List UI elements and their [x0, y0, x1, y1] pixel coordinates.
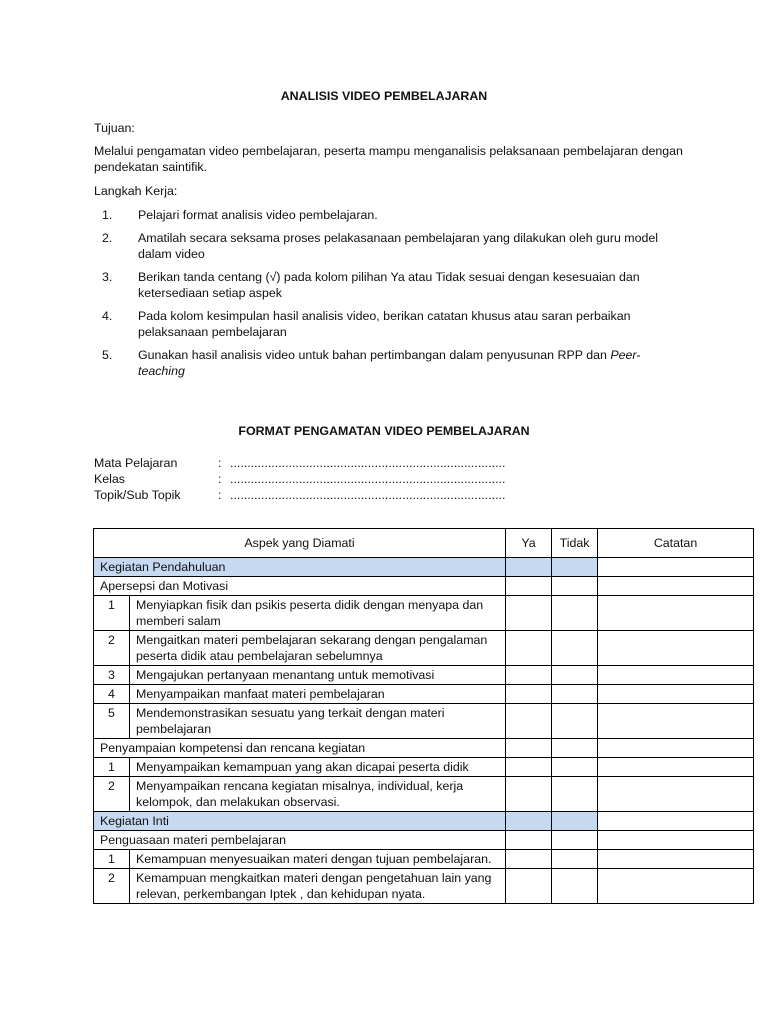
ya-cell[interactable] [506, 831, 552, 850]
row-number: 5 [94, 704, 130, 739]
step-number: 1. [102, 208, 113, 222]
table-row [94, 685, 754, 704]
table-row [94, 596, 754, 631]
step-item [94, 269, 684, 301]
format-title: FORMAT PENGAMATAN VIDEO PEMBELAJARAN [238, 424, 530, 438]
langkah-label: Langkah Kerja: [94, 184, 178, 198]
ya-cell[interactable] [506, 777, 552, 812]
step-text: Berikan tanda centang (√) pada kolom pilihan Ya atau Tidak sesuai dengan kesesuaian dan ketersediaan setiap aspek [138, 270, 640, 300]
catatan-cell[interactable] [598, 739, 754, 758]
table-row [94, 850, 754, 869]
row-number: 4 [94, 685, 130, 704]
row-number: 1 [94, 758, 130, 777]
ya-cell[interactable] [506, 577, 552, 596]
aspect-text: Menyiapkan fisik dan psikis peserta didik dengan menyapa dan memberi salam [130, 596, 506, 631]
header-catatan: Catatan [598, 529, 754, 558]
tidak-cell[interactable] [552, 831, 598, 850]
ya-cell[interactable] [506, 704, 552, 739]
tujuan-text: Melalui pengamatan video pembelajaran, peserta mampu menganalisis pelaksanaan pembelajaran dengan pendekatan saintifik. [94, 144, 683, 174]
table-row [94, 777, 754, 812]
table-row [94, 758, 754, 777]
row-number: 2 [94, 631, 130, 666]
section-label: Kegiatan Inti [94, 812, 506, 831]
catatan-cell[interactable] [598, 704, 754, 739]
catatan-cell [598, 558, 754, 577]
tidak-cell[interactable] [552, 666, 598, 685]
catatan-cell[interactable] [598, 685, 754, 704]
catatan-cell [598, 812, 754, 831]
row-number: 1 [94, 850, 130, 869]
tidak-cell[interactable] [552, 596, 598, 631]
tidak-cell[interactable] [552, 777, 598, 812]
page-title: ANALISIS VIDEO PEMBELAJARAN [280, 89, 488, 103]
step-number: 2. [102, 231, 113, 245]
aspect-text: Menyampaikan kemampuan yang akan dicapai peserta didik [130, 758, 506, 777]
info-separator: : [218, 472, 222, 486]
tidak-cell[interactable] [552, 869, 598, 904]
table-row [94, 704, 754, 739]
header-aspek: Aspek yang Diamati [94, 529, 506, 558]
tidak-cell[interactable] [552, 739, 598, 758]
step-item [94, 207, 684, 223]
aspect-text: Kemampuan mengkaitkan materi dengan pengetahuan lain yang relevan, perkembangan Iptek , dan kehidupan nyata. [130, 869, 506, 904]
ya-cell[interactable] [506, 666, 552, 685]
catatan-cell[interactable] [598, 758, 754, 777]
subsection-label: Penguasaan materi pembelajaran [94, 831, 506, 850]
aspect-text: Menyampaikan rencana kegiatan misalnya, individual, kerja kelompok, dan melakukan observasi. [130, 777, 506, 812]
aspect-text: Kemampuan menyesuaikan materi dengan tujuan pembelajaran. [130, 850, 506, 869]
step-item [94, 308, 684, 340]
aspect-text: Mengaitkan materi pembelajaran sekarang dengan pengalaman peserta didik atau pembelajaran sebelumnya [130, 631, 506, 666]
catatan-cell[interactable] [598, 666, 754, 685]
step-text: Amatilah secara seksama proses pelakasanaan pembelajaran yang dilakukan oleh guru model dalam video [138, 231, 659, 261]
tidak-cell[interactable] [552, 685, 598, 704]
tidak-cell[interactable] [552, 558, 598, 577]
header-ya: Ya [506, 529, 552, 558]
info-row-topik [94, 487, 554, 503]
subsection-label: Apersepsi dan Motivasi [94, 577, 506, 596]
info-block [94, 455, 554, 503]
subsection-row [94, 831, 754, 850]
tujuan-label: Tujuan: [94, 121, 135, 135]
info-separator: : [218, 488, 222, 502]
table-row [94, 631, 754, 666]
subsection-row [94, 577, 754, 596]
tidak-cell[interactable] [552, 577, 598, 596]
ya-cell[interactable] [506, 558, 552, 577]
table-body [94, 558, 754, 904]
table-header-row [94, 529, 754, 558]
aspect-text: Menyampaikan manfaat materi pembelajaran [130, 685, 506, 704]
step-italic-text: Peer-teaching [138, 348, 641, 378]
catatan-cell[interactable] [598, 869, 754, 904]
info-label: Mata Pelajaran [94, 456, 178, 470]
catatan-cell[interactable] [598, 631, 754, 666]
row-number: 3 [94, 666, 130, 685]
ya-cell[interactable] [506, 850, 552, 869]
info-value: ................................................................................ [230, 456, 506, 470]
info-label: Topik/Sub Topik [94, 488, 181, 502]
subsection-row [94, 739, 754, 758]
ya-cell[interactable] [506, 812, 552, 831]
info-row-mata-pelajaran [94, 455, 554, 471]
info-row-kelas [94, 471, 554, 487]
ya-cell[interactable] [506, 631, 552, 666]
catatan-cell[interactable] [598, 831, 754, 850]
section-label: Kegiatan Pendahuluan [94, 558, 506, 577]
step-item [94, 347, 684, 379]
aspect-text: Mendemonstrasikan sesuatu yang terkait dengan materi pembelajaran [130, 704, 506, 739]
section-row [94, 558, 754, 577]
row-number: 2 [94, 777, 130, 812]
info-value: ................................................................................ [230, 472, 506, 486]
tidak-cell[interactable] [552, 704, 598, 739]
table-row [94, 869, 754, 904]
tidak-cell[interactable] [552, 850, 598, 869]
info-value: ................................................................................ [230, 488, 506, 502]
info-separator: : [218, 456, 222, 470]
aspect-text: Mengajukan pertanyaan menantang untuk memotivasi [130, 666, 506, 685]
step-number: 4. [102, 309, 113, 323]
step-text: Pada kolom kesimpulan hasil analisis video, berikan catatan khusus atau saran perbaikan pelaksanaan pembelajaran [138, 309, 631, 339]
step-item [94, 230, 684, 262]
catatan-cell[interactable] [598, 777, 754, 812]
ya-cell[interactable] [506, 739, 552, 758]
catatan-cell[interactable] [598, 577, 754, 596]
step-number: 3. [102, 270, 113, 284]
info-label: Kelas [94, 472, 125, 486]
tidak-cell[interactable] [552, 631, 598, 666]
tidak-cell[interactable] [552, 812, 598, 831]
observation-table [93, 528, 754, 904]
header-tidak: Tidak [552, 529, 598, 558]
row-number: 1 [94, 596, 130, 631]
steps-list [94, 207, 684, 386]
ya-cell[interactable] [506, 596, 552, 631]
step-number: 5. [102, 348, 113, 362]
step-text: Pelajari format analisis video pembelajaran. [138, 208, 378, 222]
subsection-label: Penyampaian kompetensi dan rencana kegiatan [94, 739, 506, 758]
tidak-cell[interactable] [552, 758, 598, 777]
row-number: 2 [94, 869, 130, 904]
ya-cell[interactable] [506, 685, 552, 704]
section-row [94, 812, 754, 831]
ya-cell[interactable] [506, 758, 552, 777]
step-text: Gunakan hasil analisis video untuk bahan pertimbangan dalam penyusunan RPP dan [138, 348, 611, 362]
catatan-cell[interactable] [598, 850, 754, 869]
catatan-cell[interactable] [598, 596, 754, 631]
ya-cell[interactable] [506, 869, 552, 904]
table-row [94, 666, 754, 685]
